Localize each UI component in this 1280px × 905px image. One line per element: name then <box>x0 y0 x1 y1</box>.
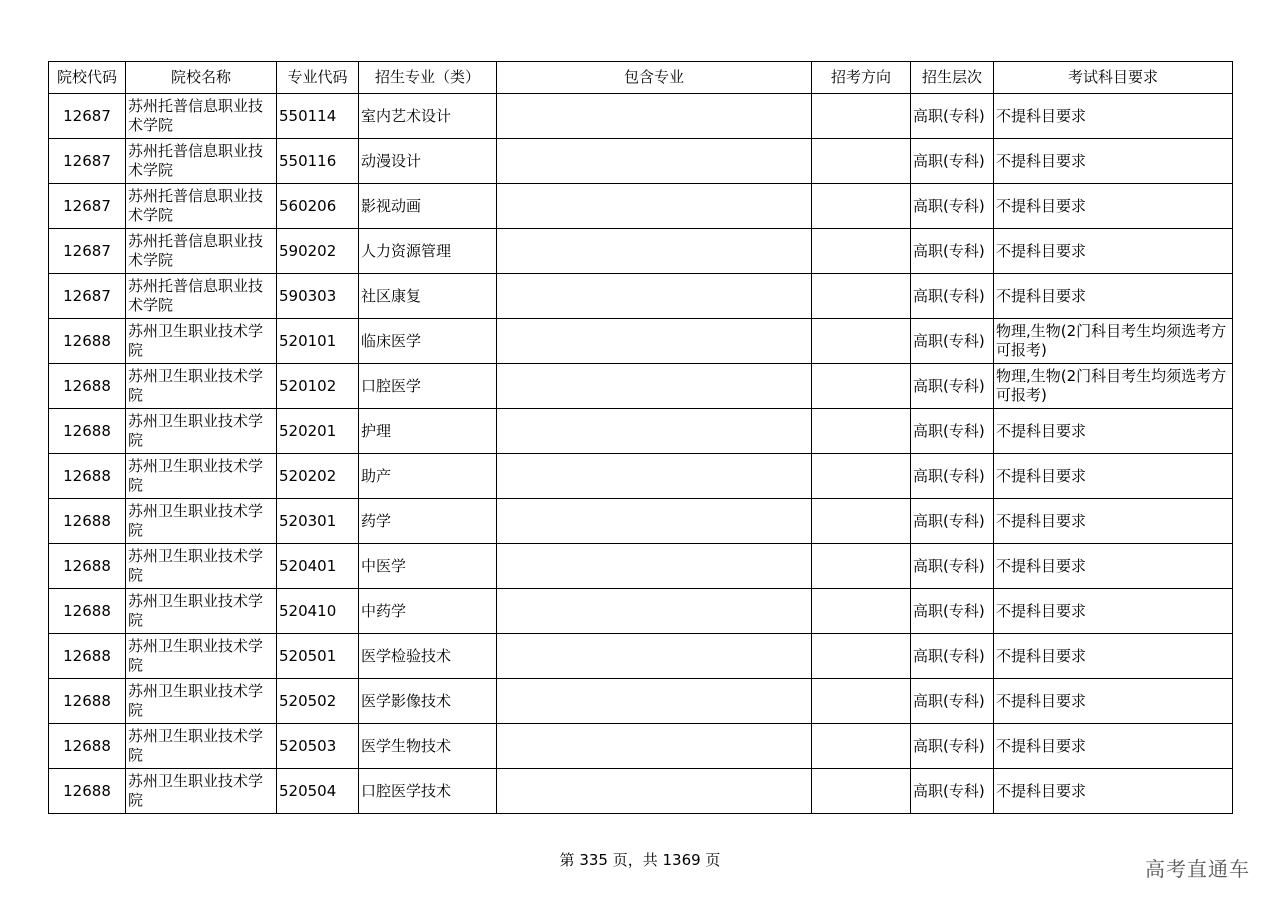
cell-included-majors <box>497 724 812 769</box>
cell-direction <box>812 94 911 139</box>
cell-subject-requirement: 不提科目要求 <box>994 724 1233 769</box>
cell-subject-requirement: 不提科目要求 <box>994 499 1233 544</box>
cell-school-code: 12688 <box>49 589 126 634</box>
cell-major-category: 药学 <box>359 499 497 544</box>
table-row <box>49 679 1233 724</box>
table-row <box>49 364 1233 409</box>
cell-subject-requirement: 不提科目要求 <box>994 769 1233 814</box>
table-row <box>49 544 1233 589</box>
cell-level: 高职(专科) <box>911 589 994 634</box>
cell-school-name: 苏州卫生职业技术学院 <box>126 544 277 589</box>
cell-included-majors <box>497 274 812 319</box>
cell-included-majors <box>497 589 812 634</box>
table-row <box>49 94 1233 139</box>
cell-school-name: 苏州托普信息职业技术学院 <box>126 274 277 319</box>
cell-school-name: 苏州卫生职业技术学院 <box>126 409 277 454</box>
cell-major-code: 520501 <box>277 634 359 679</box>
cell-included-majors <box>497 229 812 274</box>
cell-major-code: 550116 <box>277 139 359 184</box>
cell-school-name: 苏州托普信息职业技术学院 <box>126 94 277 139</box>
header-school-name: 院校名称 <box>126 62 277 94</box>
cell-included-majors <box>497 634 812 679</box>
table-body <box>49 94 1233 814</box>
cell-major-code: 590303 <box>277 274 359 319</box>
table-row <box>49 589 1233 634</box>
cell-subject-requirement: 不提科目要求 <box>994 454 1233 499</box>
cell-included-majors <box>497 94 812 139</box>
cell-included-majors <box>497 319 812 364</box>
cell-major-category: 影视动画 <box>359 184 497 229</box>
cell-direction <box>812 184 911 229</box>
cell-direction <box>812 139 911 184</box>
cell-school-code: 12687 <box>49 139 126 184</box>
cell-level: 高职(专科) <box>911 679 994 724</box>
cell-level: 高职(专科) <box>911 229 994 274</box>
cell-major-category: 医学影像技术 <box>359 679 497 724</box>
cell-direction <box>812 274 911 319</box>
cell-subject-requirement: 不提科目要求 <box>994 94 1233 139</box>
cell-school-code: 12688 <box>49 409 126 454</box>
cell-major-category: 社区康复 <box>359 274 497 319</box>
table-row <box>49 634 1233 679</box>
cell-school-name: 苏州卫生职业技术学院 <box>126 499 277 544</box>
admissions-table <box>48 61 1233 814</box>
cell-level: 高职(专科) <box>911 454 994 499</box>
cell-subject-requirement: 不提科目要求 <box>994 409 1233 454</box>
cell-subject-requirement: 不提科目要求 <box>994 679 1233 724</box>
cell-direction <box>812 589 911 634</box>
cell-direction <box>812 364 911 409</box>
table-row <box>49 139 1233 184</box>
cell-school-code: 12687 <box>49 94 126 139</box>
cell-direction <box>812 634 911 679</box>
cell-major-code: 520503 <box>277 724 359 769</box>
cell-included-majors <box>497 409 812 454</box>
cell-included-majors <box>497 544 812 589</box>
cell-level: 高职(专科) <box>911 319 994 364</box>
cell-major-code: 550114 <box>277 94 359 139</box>
cell-school-name: 苏州卫生职业技术学院 <box>126 724 277 769</box>
cell-level: 高职(专科) <box>911 499 994 544</box>
cell-school-name: 苏州托普信息职业技术学院 <box>126 184 277 229</box>
table-row <box>49 229 1233 274</box>
cell-level: 高职(专科) <box>911 364 994 409</box>
cell-school-code: 12688 <box>49 679 126 724</box>
header-school-code: 院校代码 <box>49 62 126 94</box>
cell-major-code: 520504 <box>277 769 359 814</box>
cell-major-category: 临床医学 <box>359 319 497 364</box>
cell-major-code: 520301 <box>277 499 359 544</box>
cell-level: 高职(专科) <box>911 139 994 184</box>
cell-major-code: 520410 <box>277 589 359 634</box>
cell-major-category: 医学生物技术 <box>359 724 497 769</box>
cell-included-majors <box>497 679 812 724</box>
cell-major-category: 动漫设计 <box>359 139 497 184</box>
cell-included-majors <box>497 769 812 814</box>
cell-direction <box>812 319 911 364</box>
cell-level: 高职(专科) <box>911 94 994 139</box>
cell-major-code: 560206 <box>277 184 359 229</box>
cell-school-code: 12688 <box>49 364 126 409</box>
cell-subject-requirement: 不提科目要求 <box>994 589 1233 634</box>
table-row <box>49 769 1233 814</box>
cell-subject-requirement: 不提科目要求 <box>994 184 1233 229</box>
watermark-logo: 高考直通车 <box>1145 857 1250 881</box>
header-subject-requirement: 考试科目要求 <box>994 62 1233 94</box>
cell-subject-requirement: 不提科目要求 <box>994 544 1233 589</box>
table-row <box>49 409 1233 454</box>
cell-subject-requirement: 不提科目要求 <box>994 274 1233 319</box>
table-row <box>49 319 1233 364</box>
table-row <box>49 274 1233 319</box>
cell-major-category: 口腔医学 <box>359 364 497 409</box>
cell-direction <box>812 679 911 724</box>
cell-subject-requirement: 物理,生物(2门科目考生均须选考方可报考) <box>994 319 1233 364</box>
cell-major-category: 人力资源管理 <box>359 229 497 274</box>
cell-level: 高职(专科) <box>911 634 994 679</box>
cell-school-name: 苏州托普信息职业技术学院 <box>126 229 277 274</box>
header-major-code: 专业代码 <box>277 62 359 94</box>
cell-subject-requirement: 不提科目要求 <box>994 634 1233 679</box>
cell-major-code: 520102 <box>277 364 359 409</box>
cell-included-majors <box>497 364 812 409</box>
cell-major-category: 室内艺术设计 <box>359 94 497 139</box>
page-number: 第 335 页，共 1369 页 <box>559 851 721 869</box>
cell-major-code: 590202 <box>277 229 359 274</box>
cell-level: 高职(专科) <box>911 724 994 769</box>
cell-school-code: 12688 <box>49 319 126 364</box>
cell-school-name: 苏州卫生职业技术学院 <box>126 634 277 679</box>
cell-school-code: 12688 <box>49 769 126 814</box>
header-row <box>49 62 1233 94</box>
cell-included-majors <box>497 499 812 544</box>
cell-direction <box>812 769 911 814</box>
cell-major-category: 中医学 <box>359 544 497 589</box>
cell-direction <box>812 499 911 544</box>
cell-direction <box>812 454 911 499</box>
cell-major-code: 520401 <box>277 544 359 589</box>
cell-school-name: 苏州卫生职业技术学院 <box>126 364 277 409</box>
table-header <box>49 62 1233 94</box>
cell-school-code: 12688 <box>49 544 126 589</box>
cell-direction <box>812 544 911 589</box>
cell-subject-requirement: 物理,生物(2门科目考生均须选考方可报考) <box>994 364 1233 409</box>
cell-level: 高职(专科) <box>911 409 994 454</box>
cell-school-code: 12688 <box>49 499 126 544</box>
cell-school-code: 12687 <box>49 184 126 229</box>
cell-school-name: 苏州卫生职业技术学院 <box>126 319 277 364</box>
cell-school-code: 12688 <box>49 454 126 499</box>
cell-direction <box>812 409 911 454</box>
table-row <box>49 499 1233 544</box>
cell-subject-requirement: 不提科目要求 <box>994 229 1233 274</box>
cell-included-majors <box>497 184 812 229</box>
cell-school-name: 苏州卫生职业技术学院 <box>126 679 277 724</box>
cell-major-code: 520202 <box>277 454 359 499</box>
cell-school-code: 12688 <box>49 634 126 679</box>
cell-major-category: 护理 <box>359 409 497 454</box>
cell-direction <box>812 229 911 274</box>
cell-school-code: 12688 <box>49 724 126 769</box>
cell-level: 高职(专科) <box>911 544 994 589</box>
cell-major-code: 520201 <box>277 409 359 454</box>
header-major-category: 招生专业（类） <box>359 62 497 94</box>
header-included-majors: 包含专业 <box>497 62 812 94</box>
cell-major-category: 助产 <box>359 454 497 499</box>
cell-included-majors <box>497 454 812 499</box>
header-direction: 招考方向 <box>812 62 911 94</box>
table-row <box>49 724 1233 769</box>
header-level: 招生层次 <box>911 62 994 94</box>
cell-major-category: 医学检验技术 <box>359 634 497 679</box>
cell-school-code: 12687 <box>49 274 126 319</box>
cell-school-name: 苏州卫生职业技术学院 <box>126 769 277 814</box>
cell-level: 高职(专科) <box>911 184 994 229</box>
table-row <box>49 184 1233 229</box>
cell-direction <box>812 724 911 769</box>
cell-level: 高职(专科) <box>911 274 994 319</box>
table-row <box>49 454 1233 499</box>
cell-subject-requirement: 不提科目要求 <box>994 139 1233 184</box>
cell-included-majors <box>497 139 812 184</box>
cell-major-category: 口腔医学技术 <box>359 769 497 814</box>
cell-school-name: 苏州卫生职业技术学院 <box>126 454 277 499</box>
cell-major-code: 520502 <box>277 679 359 724</box>
cell-school-name: 苏州托普信息职业技术学院 <box>126 139 277 184</box>
cell-level: 高职(专科) <box>911 769 994 814</box>
cell-major-code: 520101 <box>277 319 359 364</box>
cell-school-code: 12687 <box>49 229 126 274</box>
cell-school-name: 苏州卫生职业技术学院 <box>126 589 277 634</box>
cell-major-category: 中药学 <box>359 589 497 634</box>
